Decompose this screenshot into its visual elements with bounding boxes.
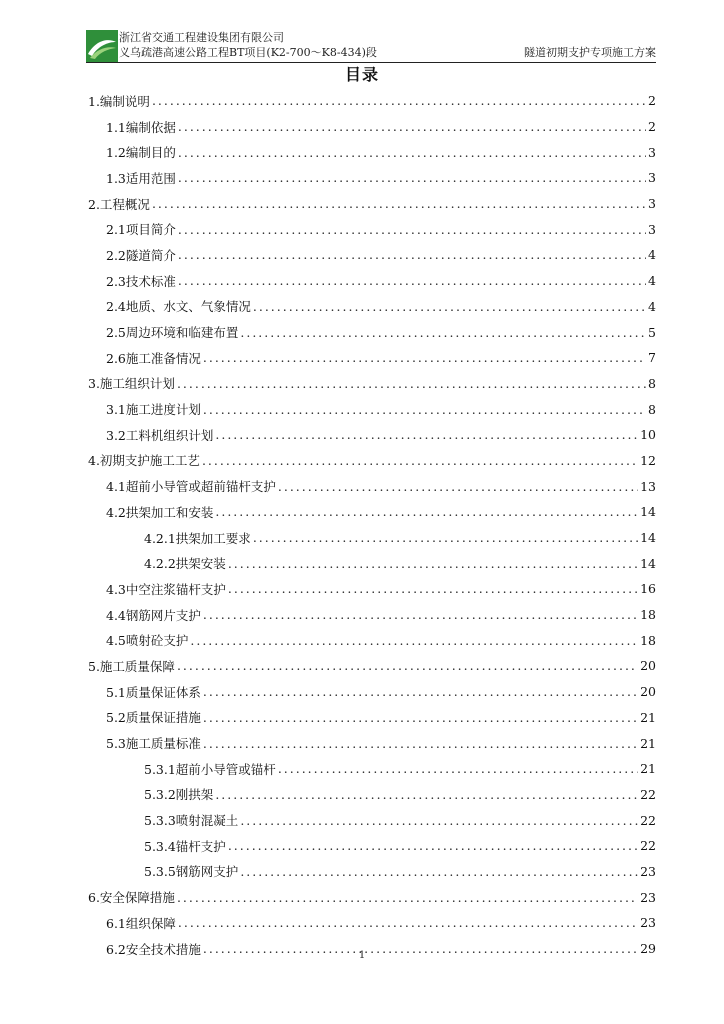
toc-entry-page: 21	[640, 735, 656, 751]
toc-leader-dots	[228, 556, 638, 571]
toc-leader-dots	[240, 864, 638, 879]
toc-entry-page: 14	[640, 504, 656, 520]
toc-entry-label: 2.2隧道简介	[106, 247, 176, 263]
toc-leader-dots	[240, 325, 646, 340]
toc-leader-dots	[203, 684, 638, 699]
toc-leader-dots	[253, 530, 638, 545]
toc-leader-dots	[178, 145, 646, 160]
page-number: 1	[358, 950, 366, 961]
toc-entry-label: 1.3适用范围	[106, 170, 176, 186]
toc-leader-dots	[202, 453, 638, 468]
toc-entry-page: 23	[640, 863, 656, 879]
toc-entry[interactable]	[88, 191, 656, 217]
toc-leader-dots	[178, 273, 646, 288]
toc-entry[interactable]	[88, 114, 656, 140]
toc-entry[interactable]	[88, 165, 656, 191]
toc-entry-page: 20	[640, 684, 656, 700]
toc-entry-label: 4.2.2拱架安装	[144, 556, 226, 572]
toc-entry[interactable]	[88, 679, 656, 705]
toc-entry-label: 4.3中空注浆锚杆支护	[106, 581, 226, 597]
page-header	[86, 30, 656, 64]
toc-leader-dots	[228, 838, 638, 853]
toc-entry[interactable]	[88, 550, 656, 576]
toc-entry-page: 10	[640, 427, 656, 443]
organization-name: 浙江省交通工程建设集团有限公司	[119, 31, 284, 44]
toc-entry-label: 2.4地质、水文、气象情况	[106, 299, 251, 315]
toc-leader-dots	[203, 710, 638, 725]
toc-entry[interactable]	[88, 216, 656, 242]
toc-entry-page: 3	[648, 170, 656, 186]
project-name: 义乌疏港高速公路工程BT项目(K2-700～K8-434)段	[119, 46, 377, 59]
toc-entry-label: 3.施工组织计划	[88, 376, 175, 392]
toc-entry[interactable]	[88, 345, 656, 371]
page-title: 目录	[344, 65, 379, 84]
toc-entry[interactable]	[88, 396, 656, 422]
toc-leader-dots	[152, 93, 646, 108]
toc-entry[interactable]	[88, 473, 656, 499]
toc-entry[interactable]	[88, 422, 656, 448]
toc-entry-page: 20	[640, 658, 656, 674]
toc-entry-page: 2	[648, 119, 656, 135]
toc-leader-dots	[278, 761, 638, 776]
toc-entry-label: 2.6施工准备情况	[106, 350, 201, 366]
toc-entry-page: 4	[648, 273, 656, 289]
toc-leader-dots	[228, 581, 638, 596]
toc-entry[interactable]	[88, 884, 656, 910]
toc-entry-page: 8	[648, 401, 656, 417]
toc-entry-page: 22	[640, 786, 656, 802]
toc-entry-label: 2.5周边环境和临建布置	[106, 325, 239, 341]
toc-entry-label: 2.3技术标准	[106, 273, 176, 289]
toc-entry-label: 1.1编制依据	[106, 119, 176, 135]
toc-entry[interactable]	[88, 319, 656, 345]
toc-entry[interactable]	[88, 242, 656, 268]
toc-entry-page: 3	[648, 144, 656, 160]
toc-entry-label: 6.1组织保障	[106, 915, 176, 931]
toc-entry-page: 16	[640, 581, 656, 597]
toc-entry-label: 3.2工料机组织计划	[106, 427, 214, 443]
toc-entry-label: 4.1超前小导管或超前锚杆支护	[106, 479, 276, 495]
toc-entry[interactable]	[88, 448, 656, 474]
toc-entry-page: 14	[640, 530, 656, 546]
toc-entry-page: 22	[640, 812, 656, 828]
toc-entry-page: 12	[640, 452, 656, 468]
toc-entry-page: 23	[640, 915, 656, 931]
toc-entry-page: 4	[648, 298, 656, 314]
toc-leader-dots	[177, 890, 638, 905]
toc-entry-page: 3	[648, 196, 656, 212]
toc-entry-page: 8	[648, 375, 656, 391]
toc-entry[interactable]	[88, 653, 656, 679]
toc-entry-page: 3	[648, 221, 656, 237]
toc-entry-label: 5.1质量保证体系	[106, 684, 201, 700]
toc-entry-label: 5.施工质量保障	[88, 658, 175, 674]
toc-entry[interactable]	[88, 268, 656, 294]
toc-entry[interactable]	[88, 627, 656, 653]
toc-entry-label: 4.2拱架加工和安装	[106, 504, 214, 520]
toc-leader-dots	[203, 736, 638, 751]
toc-entry-label: 3.1施工进度计划	[106, 402, 201, 418]
toc-entry-label: 5.3.3喷射混凝土	[144, 813, 239, 829]
toc-entry-label: 4.4钢筋网片支护	[106, 607, 201, 623]
toc-entry-page: 18	[640, 607, 656, 623]
toc-entry-page: 13	[640, 478, 656, 494]
toc-leader-dots	[177, 376, 646, 391]
toc-leader-dots	[278, 479, 638, 494]
company-logo-icon	[86, 30, 118, 62]
document-name: 隧道初期支护专项施工方案	[524, 46, 656, 59]
toc-leader-dots	[177, 658, 638, 673]
toc-entry-page: 4	[648, 247, 656, 263]
toc-entry-page: 23	[640, 889, 656, 905]
toc-entry-label: 5.3.2刚拱架	[144, 787, 214, 803]
toc-leader-dots	[178, 119, 646, 134]
toc-entry[interactable]	[88, 576, 656, 602]
toc-entry[interactable]	[88, 88, 656, 114]
toc-leader-dots	[215, 787, 638, 802]
toc-entry[interactable]	[88, 525, 656, 551]
toc-entry-label: 5.3施工质量标准	[106, 736, 201, 752]
toc-entry-label: 1.2编制目的	[106, 145, 176, 161]
toc-entry-page: 18	[640, 632, 656, 648]
toc-entry-label: 5.3.5钢筋网支护	[144, 864, 239, 880]
toc-entry[interactable]	[88, 371, 656, 397]
toc-entry-page: 14	[640, 555, 656, 571]
toc-entry-label: 5.2质量保证措施	[106, 710, 201, 726]
toc-entry[interactable]	[88, 910, 656, 936]
toc-leader-dots	[178, 170, 646, 185]
toc-entry[interactable]	[88, 705, 656, 731]
toc-entry-page: 21	[640, 709, 656, 725]
toc-entry-label: 4.2.1拱架加工要求	[144, 530, 251, 546]
toc-leader-dots	[190, 633, 638, 648]
toc-leader-dots	[178, 915, 638, 930]
toc-entry-page: 29	[640, 941, 656, 957]
toc-entry[interactable]	[88, 833, 656, 859]
toc-leader-dots	[215, 504, 638, 519]
toc-entry[interactable]	[88, 730, 656, 756]
toc-entry[interactable]	[88, 499, 656, 525]
toc-leader-dots	[203, 350, 646, 365]
toc-leader-dots	[178, 222, 646, 237]
toc-leader-dots	[215, 427, 638, 442]
toc-entry[interactable]	[88, 602, 656, 628]
table-of-contents	[88, 88, 656, 961]
toc-entry-page: 5	[648, 324, 656, 340]
toc-entry-label: 4.5喷射砼支护	[106, 633, 189, 649]
toc-entry[interactable]	[88, 294, 656, 320]
toc-leader-dots	[203, 402, 646, 417]
toc-entry[interactable]	[88, 756, 656, 782]
toc-leader-dots	[152, 196, 646, 211]
toc-entry-page: 2	[648, 93, 656, 109]
toc-entry-label: 5.3.1超前小导管或锚杆	[144, 761, 276, 777]
toc-entry-page: 7	[648, 350, 656, 366]
toc-entry[interactable]	[88, 859, 656, 885]
toc-leader-dots	[203, 607, 638, 622]
toc-leader-dots	[178, 247, 646, 262]
toc-entry-label: 4.初期支护施工工艺	[88, 453, 200, 469]
toc-entry-page: 22	[640, 838, 656, 854]
toc-entry-page: 21	[640, 761, 656, 777]
toc-leader-dots	[240, 813, 638, 828]
toc-entry-label: 2.1项目简介	[106, 222, 176, 238]
toc-entry-label: 6.2安全技术措施	[106, 941, 201, 957]
toc-entry-label: 6.安全保障措施	[88, 890, 175, 906]
toc-entry-label: 2.工程概况	[88, 196, 150, 212]
toc-entry[interactable]	[88, 139, 656, 165]
toc-entry-label: 5.3.4锚杆支护	[144, 838, 226, 854]
toc-entry[interactable]	[88, 807, 656, 833]
toc-entry-label: 1.编制说明	[88, 93, 150, 109]
toc-leader-dots	[253, 299, 646, 314]
toc-entry[interactable]	[88, 782, 656, 808]
